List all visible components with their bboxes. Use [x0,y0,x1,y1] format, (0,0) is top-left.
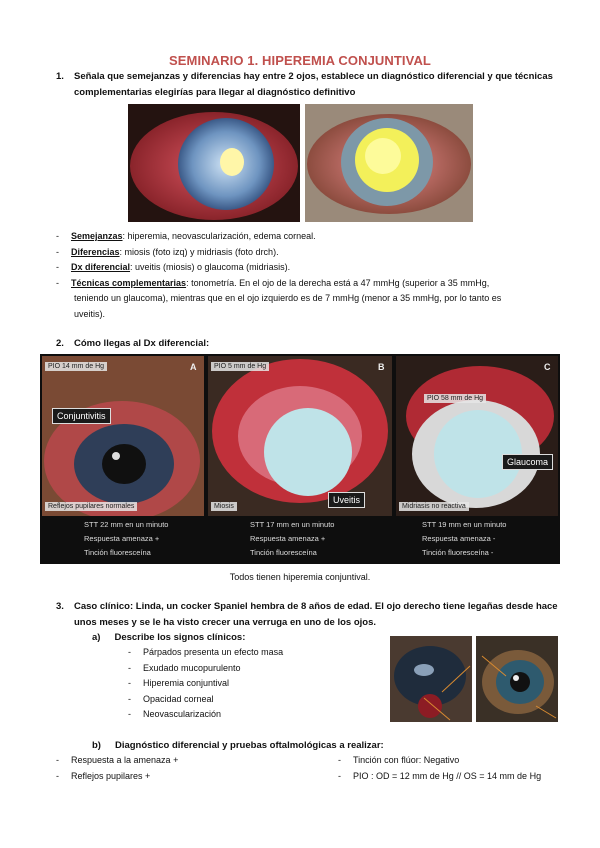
q1-item-semejanzas: - Semejanzas: hiperemia, neovascularización, edema corneal. [56,231,316,241]
case-photo-1-eye [390,636,472,722]
panel-c-eye [396,356,558,516]
case-photo-2 [476,636,558,722]
q1-answers [56,229,556,322]
panel-a-bottom: Reflejos pupilares normales [45,502,137,511]
list-item: - Hiperemia conjuntival [128,678,230,688]
q1-item-diferencias: - Diferencias: miosis (foto izq) y midriasis (foto drch). [56,246,279,257]
q1-item-dx: - Dx diferencial: uveitis (miosis) o glaucoma (midriasis). [56,262,291,272]
q1-question-line1: Señala que semejanzas y diferencias hay entre 2 ojos, establece un diagnóstico diferencial y que técnicas [74,71,553,82]
q1-number: 1. [56,71,64,82]
q1-question-line2: complementarias elegirías para llegar al diagnóstico definitivo [74,87,356,98]
q3-question [74,599,574,631]
differential-figure [40,354,560,564]
q3-line2: unos meses y se le ha visto crecer una verruga en uno de los ojos. [74,617,377,628]
panel-a-letter: A [190,362,197,372]
panel-b-findings: STT 17 mm en un minuto Respuesta amenaza + Tinción fluoresceína [250,520,335,557]
panel-c-bottom: Midriasis no reactiva [399,502,469,511]
list-item: - Exudado mucopurulento [128,662,241,673]
case-photo-2-eye [476,636,558,722]
q1-item-tecnicas: - Técnicas complementarias: tonometría. En el ojo de la derecha está a 47 mmHg (superior a 35 mmHg, [56,277,490,288]
eye-photo-miosis [128,104,300,222]
panel-a-findings: STT 22 mm en un minuto Respuesta amenaza + Tinción fluoresceína [84,520,169,557]
list-item: - Opacidad corneal [128,693,214,704]
panel-c-pio: PIO 58 mm de Hg [424,394,486,403]
panel-b [208,356,392,516]
list-item: - Reflejos pupilares + [56,770,151,781]
panel-b-letter: B [378,362,385,372]
list-item: - Neovascularización [128,709,222,719]
q3a-signs-list [128,645,283,723]
panel-c-tag: Glaucoma [502,454,553,470]
q2-question: Cómo llegas al Dx diferencial: [74,338,210,349]
panel-b-pio: PIO 5 mm de Hg [211,362,269,371]
eye-miosis-illustration [128,104,300,222]
list-item: - Respuesta a la amenaza + [56,755,179,765]
q3b-right-list [338,753,541,784]
q3-number: 3. [56,601,64,612]
panel-b-bottom: Miosis [211,502,237,511]
panel-a-pio: PIO 14 mm de Hg [45,362,107,371]
panel-c-letter: C [544,362,551,372]
list-item: - Párpados presenta un efecto masa [128,647,284,657]
page-title: SEMINARIO 1. HIPEREMIA CONJUNTIVAL [169,53,431,68]
list-item: - PIO : OD = 12 mm de Hg // OS = 14 mm de Hg [338,770,542,781]
panel-a-eye [42,356,204,516]
panel-a [42,356,204,516]
q2-caption: Todos tienen hiperemia conjuntival. [229,572,371,582]
q3-line1: Caso clínico: Linda, un cocker Spaniel hembra de 8 años de edad. El ojo derecho tiene legañas desde hace [74,601,558,612]
q1-tecnicas-cont1: teniendo un glaucoma), mientras que en el ojo izquierdo es de 7 mmHg (menor a 35 mmHg, por lo tanto es [74,293,502,303]
q1-question [74,69,574,101]
eye-midriasis-illustration [305,104,473,222]
case-photo-1 [390,636,472,722]
q3a-heading: a) Describe los signos clínicos: [92,632,246,643]
panel-b-tag: Uveitis [328,492,365,508]
panel-c-findings: STT 19 mm en un minuto Respuesta amenaza - Tinción fluoresceína - [422,520,507,557]
list-item: - Tinción con flúor: Negativo [338,755,460,765]
q3b-left-list [56,753,178,784]
q1-tecnicas-cont2: uveitis). [74,308,106,319]
eye-photo-midriasis [305,104,473,222]
q2-number: 2. [56,338,64,349]
panel-c [396,356,558,516]
panel-a-tag: Conjuntivitis [52,408,111,424]
q3b-heading: b) Diagnóstico diferencial y pruebas oftalmológicas a realizar: [92,740,384,751]
